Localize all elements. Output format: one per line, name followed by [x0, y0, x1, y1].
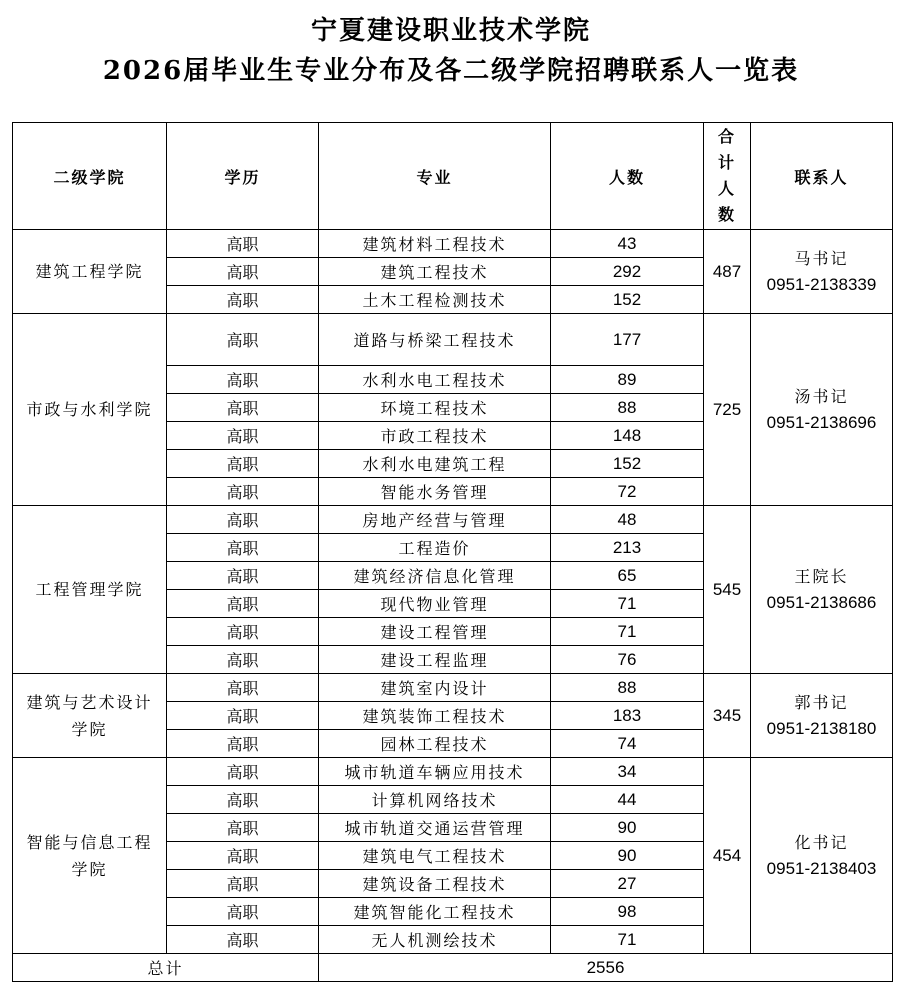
contact-name: 郭书记	[794, 692, 849, 712]
degree-cell: 高职	[167, 366, 319, 394]
major-cell: 房地产经营与管理	[319, 506, 551, 534]
count-cell: 34	[551, 758, 704, 786]
degree-cell: 高职	[167, 786, 319, 814]
degree-cell: 高职	[167, 394, 319, 422]
college-cell: 建筑工程学院	[13, 230, 167, 314]
major-cell: 水利水电建筑工程	[319, 450, 551, 478]
count-cell: 44	[551, 786, 704, 814]
degree-cell: 高职	[167, 506, 319, 534]
major-cell: 建筑材料工程技术	[319, 230, 551, 258]
major-cell: 道路与桥梁工程技术	[319, 314, 551, 366]
count-cell: 148	[551, 422, 704, 450]
degree-cell: 高职	[167, 814, 319, 842]
major-cell: 水利水电工程技术	[319, 366, 551, 394]
count-cell: 213	[551, 534, 704, 562]
degree-cell: 高职	[167, 730, 319, 758]
contact-name: 王院长	[794, 566, 849, 586]
total-value: 2556	[319, 954, 893, 982]
header-subtotal: 合计人数	[704, 123, 751, 230]
major-cell: 土木工程检测技术	[319, 286, 551, 314]
contact-cell	[751, 314, 893, 506]
major-cell: 建筑室内设计	[319, 674, 551, 702]
degree-cell: 高职	[167, 286, 319, 314]
count-cell: 88	[551, 674, 704, 702]
table-row	[13, 314, 893, 366]
count-cell: 89	[551, 366, 704, 394]
contact-phone: 0951-2138339	[766, 274, 877, 294]
contact-phone: 0951-2138696	[766, 412, 877, 432]
count-cell: 90	[551, 842, 704, 870]
degree-cell: 高职	[167, 534, 319, 562]
degree-cell: 高职	[167, 898, 319, 926]
total-row	[13, 954, 893, 982]
table-row	[13, 230, 893, 258]
count-cell: 74	[551, 730, 704, 758]
count-cell: 27	[551, 870, 704, 898]
college-cell: 市政与水利学院	[13, 314, 167, 506]
college-cell: 工程管理学院	[13, 506, 167, 674]
major-cell: 建筑设备工程技术	[319, 870, 551, 898]
table-row	[13, 674, 893, 702]
degree-cell: 高职	[167, 450, 319, 478]
contact-phone: 0951-2138180	[766, 718, 877, 738]
major-cell: 建筑工程技术	[319, 258, 551, 286]
degree-cell: 高职	[167, 758, 319, 786]
major-cell: 建设工程监理	[319, 646, 551, 674]
major-cell: 市政工程技术	[319, 422, 551, 450]
major-cell: 城市轨道交通运营管理	[319, 814, 551, 842]
subtotal-cell: 345	[704, 674, 751, 758]
major-cell: 智能水务管理	[319, 478, 551, 506]
count-cell: 183	[551, 702, 704, 730]
header-major: 专业	[319, 123, 551, 230]
count-cell: 48	[551, 506, 704, 534]
major-cell: 建筑智能化工程技术	[319, 898, 551, 926]
contact-phone: 0951-2138686	[766, 592, 877, 612]
count-cell: 98	[551, 898, 704, 926]
count-cell: 90	[551, 814, 704, 842]
page-subtitle: 2026届毕业生专业分布及各二级学院招聘联系人一览表	[102, 56, 800, 86]
count-cell: 292	[551, 258, 704, 286]
major-cell: 园林工程技术	[319, 730, 551, 758]
major-cell: 城市轨道车辆应用技术	[319, 758, 551, 786]
contact-cell	[751, 506, 893, 674]
contact-cell	[751, 674, 893, 758]
count-cell: 43	[551, 230, 704, 258]
major-cell: 计算机网络技术	[319, 786, 551, 814]
count-cell: 152	[551, 450, 704, 478]
degree-cell: 高职	[167, 646, 319, 674]
contact-name: 马书记	[794, 248, 849, 268]
subtotal-cell: 545	[704, 506, 751, 674]
subtotal-cell: 725	[704, 314, 751, 506]
major-cell: 建筑装饰工程技术	[319, 702, 551, 730]
count-cell: 71	[551, 926, 704, 954]
contact-cell	[751, 230, 893, 314]
major-cell: 现代物业管理	[319, 590, 551, 618]
header-degree: 学历	[167, 123, 319, 230]
major-cell: 工程造价	[319, 534, 551, 562]
degree-cell: 高职	[167, 842, 319, 870]
college-cell: 建筑与艺术设计学院	[13, 674, 167, 758]
header-college: 二级学院	[13, 123, 167, 230]
degree-cell: 高职	[167, 422, 319, 450]
contact-cell	[751, 758, 893, 954]
degree-cell: 高职	[167, 618, 319, 646]
contact-phone: 0951-2138403	[766, 858, 877, 878]
subtotal-cell: 454	[704, 758, 751, 954]
count-cell: 88	[551, 394, 704, 422]
header-contact: 联系人	[751, 123, 893, 230]
degree-cell: 高职	[167, 230, 319, 258]
table-row	[13, 758, 893, 786]
count-cell: 72	[551, 478, 704, 506]
count-cell: 71	[551, 618, 704, 646]
degree-cell: 高职	[167, 702, 319, 730]
count-cell: 71	[551, 590, 704, 618]
count-cell: 152	[551, 286, 704, 314]
degree-cell: 高职	[167, 562, 319, 590]
count-cell: 65	[551, 562, 704, 590]
header-row	[13, 123, 893, 230]
major-cell: 建筑经济信息化管理	[319, 562, 551, 590]
header-count: 人数	[551, 123, 704, 230]
degree-cell: 高职	[167, 926, 319, 954]
degree-cell: 高职	[167, 870, 319, 898]
contact-name: 化书记	[794, 832, 849, 852]
page-title: 宁夏建设职业技术学院	[310, 16, 591, 46]
major-cell: 环境工程技术	[319, 394, 551, 422]
degree-cell: 高职	[167, 674, 319, 702]
contact-name: 汤书记	[794, 386, 849, 406]
major-cell: 无人机测绘技术	[319, 926, 551, 954]
count-cell: 177	[551, 314, 704, 366]
college-cell: 智能与信息工程学院	[13, 758, 167, 954]
total-label: 总计	[13, 954, 319, 982]
major-cell: 建设工程管理	[319, 618, 551, 646]
recruitment-table	[12, 122, 893, 982]
degree-cell: 高职	[167, 590, 319, 618]
subtotal-cell: 487	[704, 230, 751, 314]
table-row	[13, 506, 893, 534]
degree-cell: 高职	[167, 478, 319, 506]
count-cell: 76	[551, 646, 704, 674]
degree-cell: 高职	[167, 314, 319, 366]
major-cell: 建筑电气工程技术	[319, 842, 551, 870]
degree-cell: 高职	[167, 258, 319, 286]
